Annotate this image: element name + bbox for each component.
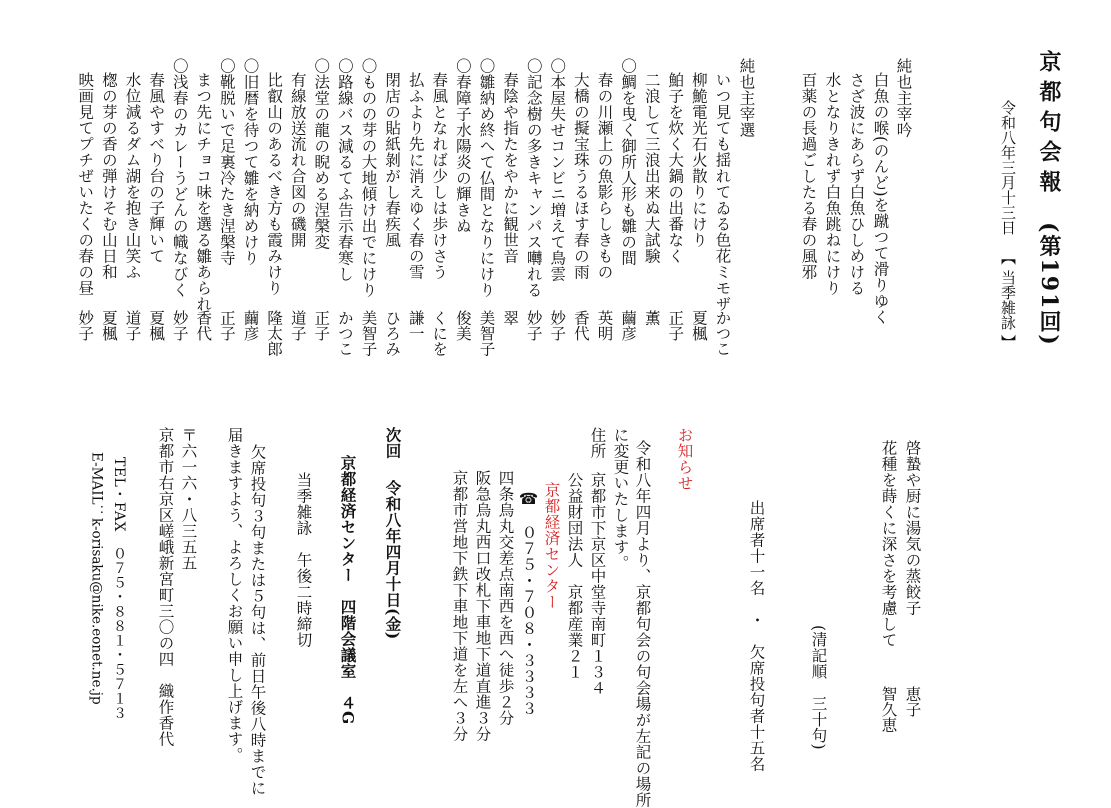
- haiku-text: 柳鮠電光石火散りにけり: [689, 72, 708, 248]
- extra-haiku: 花種を蒔くに深さを考慮して: [879, 440, 898, 648]
- haiku-text: 〇本屋失せコンビニ増えて鳥雲: [548, 58, 567, 282]
- page-title: 京都句会報: [1036, 50, 1062, 200]
- org: 公益財団法人 京都産業２１: [565, 472, 584, 680]
- access-info: 京都市営地下鉄下車地下道を左へ３分: [450, 470, 469, 742]
- haiku-text: 〇記念樹の多きキャンパス囀れる: [524, 58, 543, 298]
- haiku-author: 美智子: [359, 310, 378, 357]
- absent-note: 届きますよう、よろしくお願い申し上げます。: [225, 427, 244, 763]
- haiku-author: 翠: [501, 310, 520, 326]
- order-note: (清記順 三十句): [809, 625, 828, 751]
- haiku-text: 〇春障子水陽炎の輝きぬ: [453, 58, 472, 234]
- haiku-text: 閉店の貼紙剝がし春疾風: [383, 72, 402, 248]
- attendance: 出席者十一名 ・ 欠席投句者十五名: [747, 500, 766, 772]
- haiku-author: ひろみ: [383, 310, 402, 357]
- ginko-haiku: さざ波にあらず白魚ひしめける: [847, 72, 866, 296]
- contact-tel: TEL・FAX ０７５・８８１・５７１３: [111, 457, 127, 721]
- access-info: 四条烏丸交差点南西を西へ徒歩２分: [496, 470, 515, 726]
- haiku-text: まつ先にチョコ味を選る雛あられ: [194, 72, 213, 312]
- notice-text: 令和八年四月より、京都句会の句会場が左記の場所: [633, 440, 652, 808]
- haiku-text: 〇ものの芽の大地傾け出でにけり: [359, 58, 378, 298]
- haiku-author: 薫: [642, 310, 661, 326]
- haiku-text: 大橋の擬宝珠うるほす春の雨: [571, 72, 590, 280]
- venue-name: 京都経済センター: [542, 482, 561, 610]
- selection-heading: 純也主宰選: [737, 58, 756, 138]
- haiku-author: 謙一: [406, 310, 425, 341]
- section-label: 【 当季雑詠 】: [999, 250, 1017, 350]
- haiku-author: 道子: [123, 310, 142, 341]
- haiku-text: 二浪して三浪出来ぬ大試験: [642, 72, 661, 264]
- notice-text: に変更いたします。: [611, 427, 630, 571]
- haiku-text: 映画見てプチぜいたくの春の昼: [76, 72, 95, 296]
- haiku-author: かつこ: [335, 310, 354, 357]
- haiku-author: 夏楓: [689, 310, 708, 341]
- haiku-text: 〇靴脱いで足裏冷たき涅槃寺: [217, 58, 236, 266]
- haiku-author: 正子: [312, 310, 331, 341]
- next-date: 令和八年四月十日(金): [383, 480, 403, 640]
- extra-author: 智久恵: [879, 686, 898, 733]
- haiku-text: 有線放送流れ合図の磯開: [288, 72, 307, 248]
- issue-number: (第191回): [1036, 222, 1062, 347]
- haiku-text: 〇浅春のカレーうどんの幟なびく: [170, 58, 189, 298]
- haiku-author: 夏楓: [99, 310, 118, 341]
- haiku-author: かつこ: [713, 310, 732, 357]
- haiku-text: 〇鯛を曳く御所人形も雛の間: [619, 58, 638, 266]
- absent-note: 欠席投句３句または５句は、前日午後八時までに: [248, 444, 267, 796]
- zip-code: 〒六一六・八三五五: [179, 427, 198, 571]
- haiku-author: 道子: [288, 310, 307, 341]
- next-topic: 当季雑詠 午後二時締切: [294, 472, 313, 648]
- haiku-author: 香代: [571, 310, 590, 341]
- haiku-author: 妙子: [76, 310, 95, 341]
- haiku-text: 比叡山のあるべき方も霞みけり: [265, 72, 284, 296]
- haiku-author: 妙子: [170, 310, 189, 341]
- haiku-author: くにを: [430, 310, 449, 357]
- contact-address: 京都市右京区嵯峨新宮町三〇の四 織作香代: [156, 427, 175, 747]
- haiku-text: 〇旧暦を待つて雛を納めけり: [241, 58, 260, 266]
- haiku-author: 繭彦: [619, 310, 638, 341]
- extra-haiku: 啓蟄や厨に湯気の蒸餃子: [903, 440, 922, 616]
- ginko-heading: 純也主宰吟: [894, 58, 913, 138]
- haiku-author: 正子: [666, 310, 685, 341]
- haiku-author: 俊美: [453, 310, 472, 341]
- haiku-text: 〇法堂の龍の睨める涅槃変: [312, 58, 331, 250]
- haiku-text: 鮊子を炊く大鍋の出番なく: [666, 72, 685, 264]
- issue-date: 令和八年三月十三日: [999, 100, 1017, 235]
- haiku-text: 払ふより先に消えゆく春の雪: [406, 72, 425, 280]
- haiku-author: 正子: [217, 310, 236, 341]
- haiku-author: 妙子: [524, 310, 543, 341]
- haiku-text: 春風となれば少しは歩けさう: [430, 72, 449, 280]
- haiku-author: 香代: [194, 310, 213, 341]
- contact-email: E-MAIL：k-orisaku@nike.eonet.ne.jp: [88, 452, 105, 705]
- ginko-haiku: 白魚の喉(のんど)を蹴つて滑りゆく: [871, 72, 890, 326]
- access-info: 阪急烏丸西口改札下車地下道直進３分: [473, 470, 492, 742]
- haiku-text: いつ見ても揺れてゐる色花ミモザ: [713, 72, 732, 312]
- ginko-haiku: 水となりきれず白魚跳ねにけり: [823, 72, 842, 296]
- haiku-text: 水位減るダム湖を抱き山笑ふ: [123, 72, 142, 280]
- haiku-author: 夏楓: [147, 310, 166, 341]
- haiku-text: 春風やすべり台の子輝いて: [147, 72, 166, 264]
- haiku-author: 繭彦: [241, 310, 260, 341]
- haiku-author: 妙子: [548, 310, 567, 341]
- haiku-text: 春陰や指たをやかに観世音: [501, 72, 520, 264]
- haiku-text: 〇路線バス減るてふ告示春寒し: [335, 58, 354, 282]
- extra-author: 恵子: [903, 686, 922, 717]
- haiku-text: 春の川瀬上の魚影らしきもの: [595, 72, 614, 280]
- notice-heading: お知らせ: [675, 427, 694, 491]
- venue-tel: ☎ ０７５・７０８・３３３３: [519, 490, 538, 717]
- next-place: 京都経済センター 四階会議室 ４G: [338, 455, 358, 725]
- haiku-author: 英明: [595, 310, 614, 341]
- haiku-text: 楤の芽の香の弾けそむ山日和: [99, 72, 118, 280]
- ginko-haiku: 百薬の長過ごしたる春の風邪: [799, 72, 818, 280]
- address: 京都市下京区中堂寺南町１３４: [588, 472, 607, 696]
- haiku-text: 〇雛納め終へて仏間となりにけり: [477, 58, 496, 298]
- next-label: 次回: [383, 427, 403, 459]
- haiku-author: 隆太郎: [265, 310, 284, 357]
- haiku-author: 美智子: [477, 310, 496, 357]
- address-label: 住所: [588, 427, 607, 459]
